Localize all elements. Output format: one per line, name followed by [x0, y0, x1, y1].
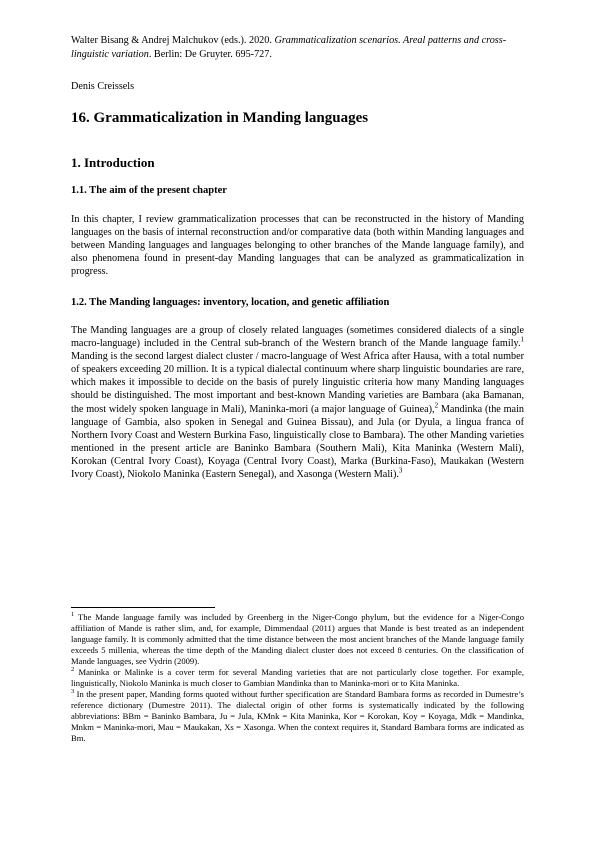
footnote-mark: 1: [71, 611, 75, 619]
chapter-title: 16. Grammaticalization in Manding languages: [71, 110, 369, 126]
subsection-heading-manding-languages: 1.2. The Manding languages: inventory, location, and genetic affiliation: [71, 297, 390, 308]
author-name: Denis Creissels: [71, 81, 135, 92]
paragraph-text: Mandinka (the main language of Gambia, also spoken in Senegal and Guinea Bissau), and Jula (or Dyula, a lingua franca of Northern Ivory Coast and Western Burkina Faso, linguistically close to Bambara). The other Manding varieties mentioned in the present article are Baninko Bambara (Southern Mali), Kita Maninka (Western Mali), Korokan (Central Ivory Coast), Koyaga (Central Ivory Coast), Marka (Burkina-Faso), Maukakan (Western Ivory Coast), Niokolo Maninka (Eastern Senegal), and Xasonga (Western Mali).: [71, 403, 525, 481]
footnote-text: The Mande language family was included by Greenberg in the Niger-Congo phylum, but the evidence for a Niger-Congo affiliation of Mande is rather slim, and, for example, Dimmendaal (2011) argues that Mande is best treated as an independent language family. It is commonly admitted that the time distance between the most ancient branches of the Mande language family exceeds 5 millenia, whereas the time depth of the Manding dialect cluster does not exceed 8 centuries. On the classification of Mande languages, see Vydrin (2009).: [71, 612, 524, 666]
footnote-separator: [71, 607, 215, 608]
paragraph-aim: In this chapter, I review grammaticalization processes that can be reconstructed in the history of Manding languages on the basis of internal reconstruction and/or comparative data (both within Manding languages and between Manding languages and languages belonging to other branches of the Mande language family), and also phenomena found in present-day Manding languages that can be analyzed as grammaticalization in progress.: [71, 214, 524, 278]
footnote-2: [71, 667, 524, 689]
paragraph-text: The Manding languages are a group of closely related languages (sometimes considered dialects of a single macro-language) included in the Central sub-branch of the Western branch of the Mande language family.: [71, 325, 524, 350]
footnote-3: [71, 689, 524, 744]
bibliographic-citation: [71, 34, 524, 62]
footnote-mark: 2: [71, 666, 75, 674]
footnote-mark: 3: [71, 688, 75, 696]
paragraph-manding-languages: [71, 324, 524, 481]
citation-publisher: . Berlin: De Gruyter. 695-727.: [148, 49, 272, 60]
footnote-ref-2[interactable]: 2: [434, 401, 439, 410]
paragraph-text: Manding is the second largest dialect cluster / macro-language of West Africa after Hausa, with a total number of speakers exceeding 20 million. It is a typical dialectal continuum where sharp linguistic boundaries are rare, which makes it impossible to decide on the basis of purely linguistic criteria how many Manding languages should be distinguished. The most important and best-known Manding varieties are Bambara (aka Bamanan, the most widely spoken language in Mali), Maninka-mori (a major language of Guinea),: [71, 351, 524, 415]
subsection-heading-aim: 1.1. The aim of the present chapter: [71, 185, 227, 196]
section-heading-introduction: 1. Introduction: [71, 155, 155, 170]
footnote-ref-3[interactable]: 3: [398, 466, 403, 475]
footnote-text: Maninka or Malinke is a cover term for several Manding varieties that are not particularly close together. For example, linguistically, Niokolo Maninka is much closer to Gambian Mandinka than to Maninka-mori or to Kita Maninka.: [71, 667, 524, 688]
footnote-text: In the present paper, Manding forms quoted without further specification are Standard Bambara forms as recorded in Dumestre’s reference dictionary (Dumestre 2011). The dialectal origin of other forms is systematically indicated by the following abbreviations: BBm = Baninko Bambara, Ju = Jula, KMnk = Kita Maninka, Kor = Korokan, Koy = Koyaga, Mdk = Mandinka, Mnkm = Maninka-mori, Mau = Maukakan, Xs = Xasonga. When the context requires it, Standard Bambara forms are indicated as Bm.: [71, 689, 524, 743]
citation-book-title: Grammaticalization scenarios. Areal patterns and cross-linguistic variation: [71, 35, 507, 60]
footnote-1: [71, 612, 524, 667]
citation-authors: Walter Bisang & Andrej Malchukov (eds.). 2020.: [71, 35, 275, 46]
footnote-ref-1[interactable]: 1: [520, 335, 524, 344]
footnotes: [71, 612, 524, 744]
